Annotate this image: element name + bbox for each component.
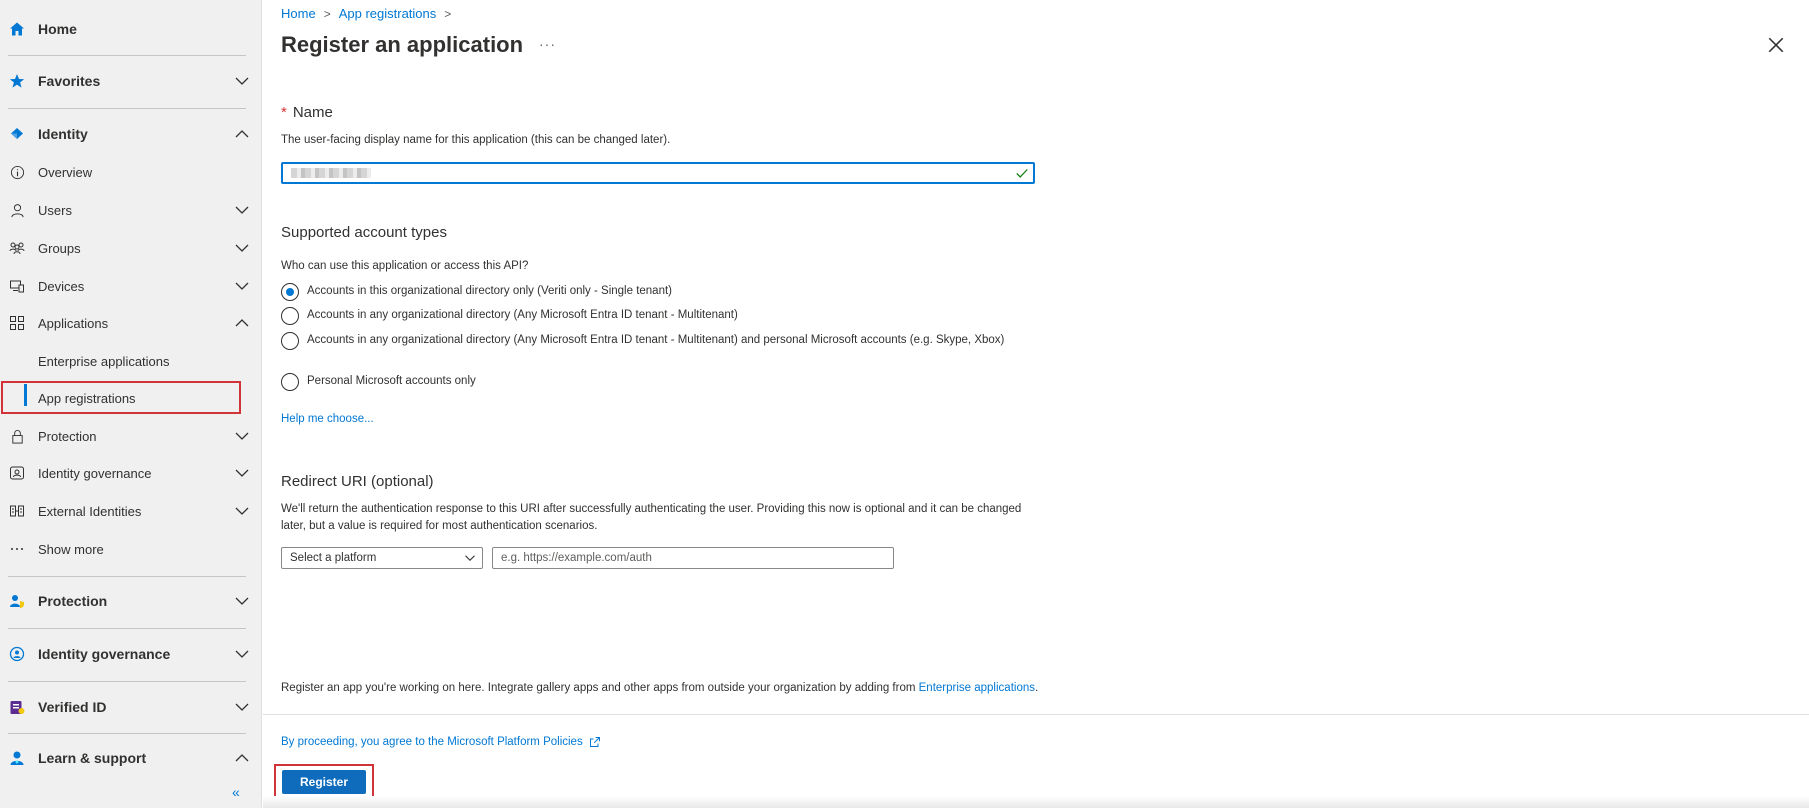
platform-policies-text: By proceeding, you agree to the Microsoft Platform Policies: [281, 736, 583, 748]
highlight-box: [1, 381, 241, 414]
id-badge-icon: [8, 464, 26, 482]
identity-governance-icon: [8, 645, 26, 663]
sidebar-item-label: Protection: [38, 428, 97, 444]
redacted-name-value: [291, 168, 371, 178]
radio-personal-only[interactable]: [281, 373, 1027, 391]
radio-label: Personal Microsoft accounts only: [307, 375, 476, 387]
redirect-description: We'll return the authentication response to this URI after successfully authenticating the user. Providing this now is optional and it can be changed later, but a value is required for most authentication scenarios.: [281, 503, 1022, 532]
sidebar-item-label: Identity governance: [38, 465, 152, 481]
learn-support-icon: [8, 749, 26, 767]
footer-info-period: .: [1034, 682, 1039, 694]
info-icon: [8, 163, 26, 181]
radio-button[interactable]: [281, 283, 299, 301]
identity-icon: [8, 125, 26, 143]
chevron-up-icon[interactable]: [234, 750, 250, 766]
footer-info: [281, 682, 1038, 694]
sidebar-item-users[interactable]: [0, 201, 262, 219]
name-description: The user-facing display name for this application (this can be changed later).: [281, 134, 671, 146]
account-types-heading: Supported account types: [281, 224, 447, 241]
sidebar-item-overview[interactable]: [0, 163, 262, 181]
radio-button[interactable]: [281, 373, 299, 391]
checkmark-icon: [1015, 166, 1029, 180]
account-types-question: Who can use this application or access this API?: [281, 260, 529, 272]
devices-icon: [8, 277, 26, 295]
page-title: Register an application: [281, 32, 524, 57]
sidebar-item-label: Favorites: [38, 73, 101, 89]
sidebar-item-identity-governance-sub[interactable]: [0, 464, 262, 482]
group-icon: [8, 239, 26, 257]
home-icon: [8, 20, 26, 38]
enterprise-applications-link[interactable]: Enterprise applications: [918, 682, 1035, 694]
applications-icon: [8, 314, 26, 332]
radio-button[interactable]: [281, 307, 299, 325]
sidebar-item-protection[interactable]: [0, 592, 262, 610]
ellipsis-icon: [8, 540, 26, 558]
breadcrumb-separator-icon: >: [323, 6, 331, 21]
radio-label: Accounts in any organizational directory (Any Microsoft Entra ID tenant - Multitenant) and personal Microsoft accounts (e.g. Skype, Xbox): [307, 334, 1005, 346]
sidebar-item-identity-governance[interactable]: [0, 645, 262, 663]
sidebar-item-label: Applications: [38, 315, 109, 331]
bottom-shadow: [263, 796, 1809, 808]
chevron-down-icon[interactable]: [234, 428, 250, 444]
sidebar-item-label: Users: [38, 202, 72, 218]
sidebar-divider: [8, 576, 246, 577]
sidebar-item-learn-support[interactable]: [0, 749, 262, 767]
chevron-up-icon[interactable]: [234, 315, 250, 331]
name-heading: [281, 104, 333, 121]
chevron-down-icon[interactable]: [234, 646, 250, 662]
sidebar-item-label: Protection: [38, 593, 108, 609]
sidebar-item-groups[interactable]: [0, 239, 262, 257]
sidebar-item-label: Identity: [38, 126, 88, 142]
redirect-heading: Redirect URI (optional): [281, 473, 434, 490]
help-me-choose-link[interactable]: Help me choose...: [281, 413, 374, 425]
sidebar-divider: [8, 108, 246, 109]
sidebar-divider: [8, 628, 246, 629]
radio-label: Accounts in this organizational directory only (Veriti only - Single tenant): [307, 285, 672, 297]
collapse-sidebar-button[interactable]: «: [232, 784, 240, 800]
main-panel: [263, 0, 1809, 808]
sidebar-item-protection-sub[interactable]: [0, 427, 262, 445]
star-icon: [8, 72, 26, 90]
sidebar-item-label: Identity governance: [38, 646, 171, 662]
required-mark: *: [281, 104, 287, 121]
sidebar-item-label: Enterprise applications: [38, 353, 170, 369]
name-input[interactable]: [281, 162, 1035, 184]
sidebar-item-label: External Identities: [38, 503, 142, 519]
close-icon[interactable]: [1767, 36, 1785, 54]
sidebar-item-enterprise-applications[interactable]: [0, 352, 262, 370]
chevron-down-icon[interactable]: [234, 699, 250, 715]
breadcrumb-home[interactable]: Home: [281, 6, 316, 21]
chevron-down-icon[interactable]: [234, 202, 250, 218]
breadcrumb-app-registrations[interactable]: App registrations: [338, 6, 437, 21]
radio-single-tenant[interactable]: [281, 283, 1027, 301]
radio-label: Accounts in any organizational directory (Any Microsoft Entra ID tenant - Multitenant): [307, 309, 738, 321]
sidebar-item-label: Show more: [38, 541, 104, 557]
radio-button[interactable]: [281, 332, 299, 350]
sidebar-item-home[interactable]: [0, 20, 262, 38]
chevron-down-icon[interactable]: [234, 465, 250, 481]
radio-multitenant[interactable]: [281, 307, 1027, 325]
chevron-down-icon: [464, 552, 476, 564]
sidebar-item-devices[interactable]: [0, 277, 262, 295]
verified-id-icon: [8, 698, 26, 716]
chevron-down-icon[interactable]: [234, 240, 250, 256]
user-icon: [8, 201, 26, 219]
chevron-down-icon[interactable]: [234, 503, 250, 519]
sidebar-item-show-more[interactable]: [0, 540, 262, 558]
breadcrumb: [281, 6, 459, 21]
redirect-uri-input[interactable]: [492, 547, 894, 569]
more-options-button[interactable]: ···: [539, 36, 556, 52]
protection-icon: [8, 592, 26, 610]
sidebar-item-identity[interactable]: [0, 125, 262, 143]
chevron-up-icon[interactable]: [234, 126, 250, 142]
platform-select-value: Select a platform: [290, 552, 377, 564]
breadcrumb-separator-icon: >: [444, 6, 452, 21]
chevron-down-icon[interactable]: [234, 593, 250, 609]
sidebar: [0, 0, 262, 808]
chevron-down-icon[interactable]: [234, 278, 250, 294]
radio-multitenant-personal[interactable]: [281, 332, 1027, 350]
sidebar-item-label: Learn & support: [38, 750, 147, 766]
external-identities-icon: [8, 502, 26, 520]
sidebar-item-label: Groups: [38, 240, 81, 256]
platform-select[interactable]: [281, 547, 483, 569]
sidebar-item-label: Verified ID: [38, 699, 107, 715]
sidebar-item-verified-id[interactable]: [0, 698, 262, 716]
sidebar-item-label: Home: [38, 21, 77, 37]
sidebar-divider: [8, 681, 246, 682]
chevron-down-icon[interactable]: [234, 73, 250, 89]
sidebar-item-label: Overview: [38, 164, 93, 180]
platform-policies-link[interactable]: [281, 736, 601, 748]
footer-info-text: Register an app you're working on here. Integrate gallery apps and other apps from outside your organization by adding from: [281, 682, 919, 694]
name-heading-text: Name: [292, 104, 333, 121]
sidebar-item-external-identities[interactable]: [0, 502, 262, 520]
footer-divider: [263, 714, 1809, 715]
sidebar-item-label: Devices: [38, 278, 85, 294]
external-link-icon: [589, 736, 601, 748]
sidebar-item-applications[interactable]: [0, 314, 262, 332]
sidebar-item-favorites[interactable]: [0, 72, 262, 90]
sidebar-divider: [8, 733, 246, 734]
highlight-box: [274, 764, 374, 800]
sidebar-divider: [8, 55, 246, 56]
lock-icon: [8, 427, 26, 445]
sidebar-item-label: App registrations: [38, 390, 136, 406]
register-button[interactable]: Register: [282, 770, 366, 794]
